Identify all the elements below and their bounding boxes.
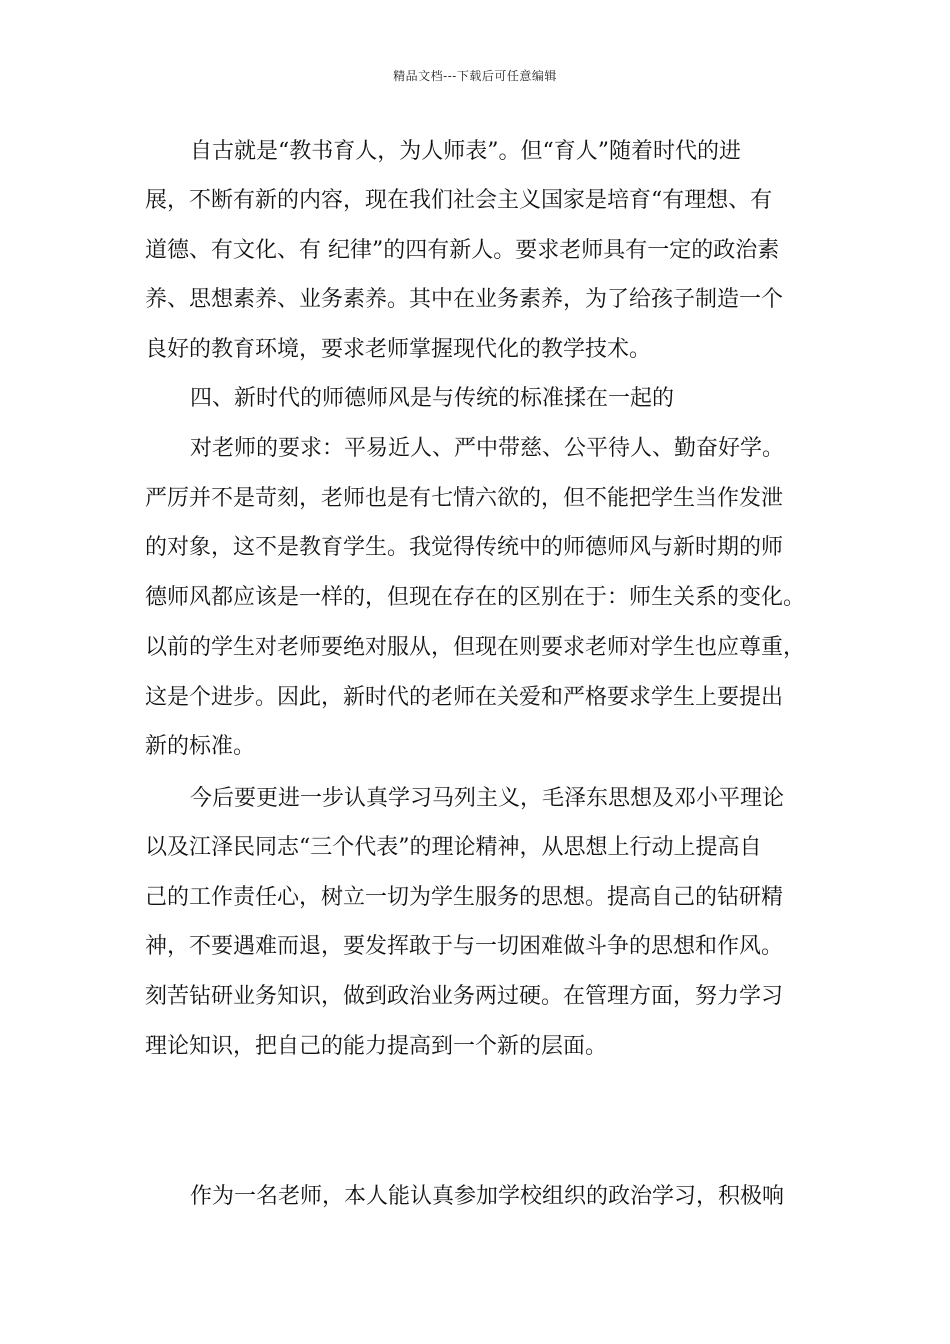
text-line: 严厉并不是苛刻，老师也是有七情六欲的，但不能把学生当作发泄	[145, 486, 784, 511]
text-line: 这是个进步。因此，新时代的老师在关爱和严格要求学生上要提出	[145, 685, 784, 710]
text-line: 展，不断有新的内容，现在我们社会主义国家是培育“有理想、有	[145, 188, 773, 213]
text-line: 以前的学生对老师要绝对服从，但现在则要求老师对学生也应尊重，	[145, 635, 806, 660]
page-header: 精品文档---下载后可任意编辑	[393, 69, 557, 83]
text-line: 理论知识，把自己的能力提高到一个新的层面。	[145, 1034, 608, 1059]
text-line: 神，不要遇难而退，要发挥敢于与一切困难做斗争的思想和作风。	[145, 934, 784, 959]
text-line: 以及江泽民同志“三个代表”的理论精神，从思想上行动上提高自	[145, 835, 762, 860]
text-line: 对老师的要求：平易近人、严中带慈、公平待人、勤奋好学。	[190, 436, 785, 461]
text-line: 刻苦钻研业务知识，做到政治业务两过硬。在管理方面，努力学习	[145, 984, 784, 1009]
text-line: 新的标准。	[145, 734, 256, 759]
text-line: 的对象，这不是教育学生。我觉得传统中的师德师风与新时期的师	[145, 535, 784, 560]
text-line: 德师风都应该是一样的，但现在存在的区别在于：师生关系的变化。	[145, 585, 806, 610]
text-line: 道德、有文化、有 纪律”的四有新人。要求老师具有一定的政治素	[145, 238, 780, 263]
section-heading: 四、新时代的师德师风是与传统的标准揉在一起的	[190, 386, 675, 411]
text-line: 良好的教育环境，要求老师掌握现代化的教学技术。	[145, 337, 652, 362]
text-line: 养、思想素养、业务素养。其中在业务素养，为了给孩子制造一个	[145, 287, 784, 312]
text-line: 今后要更进一步认真学习马列主义，毛泽东思想及邓小平理论	[190, 786, 785, 811]
text-line: 作为一名老师，本人能认真参加学校组织的政治学习，积极响	[190, 1184, 785, 1209]
text-line: 自古就是“教书育人，为人师表”。但“育人”随着时代的进	[190, 139, 741, 164]
text-line: 己的工作责任心，树立一切为学生服务的思想。提高自己的钻研精	[145, 885, 784, 910]
